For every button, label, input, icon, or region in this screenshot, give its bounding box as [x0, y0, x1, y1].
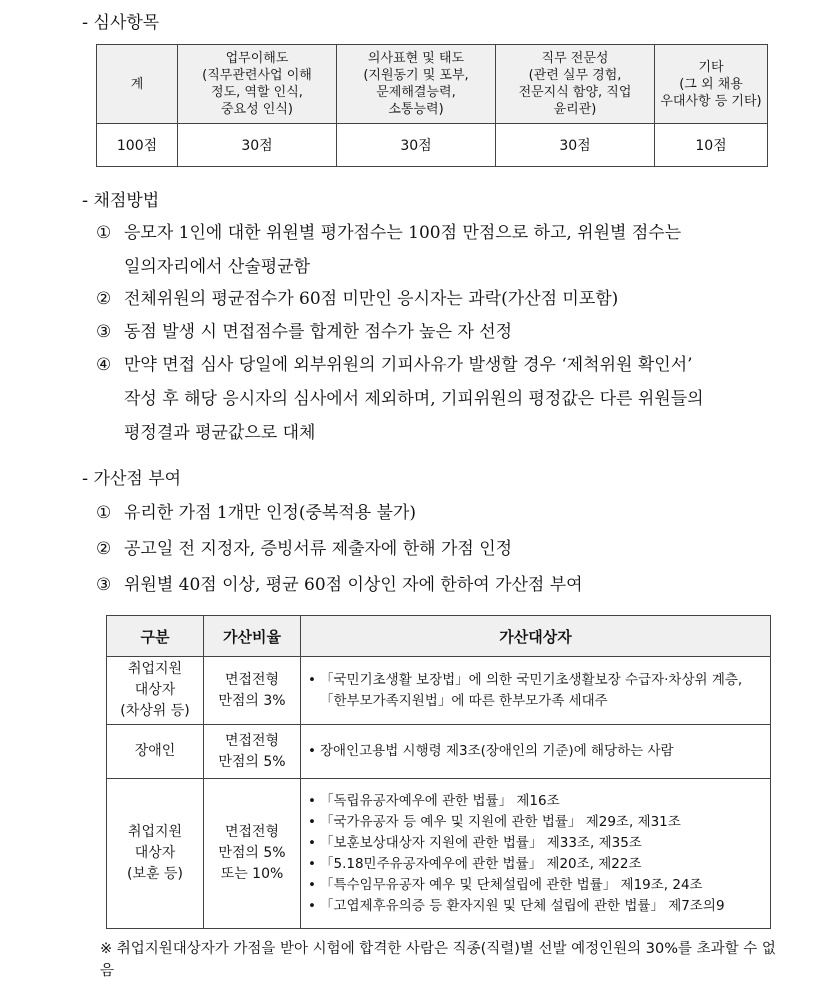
footnote: ※ 취업지원대상자가 가점을 받아 시험에 합격한 사람은 직종(직렬)별 선발 예정인원의 30%를 초과할 수 없음	[100, 941, 776, 979]
bonus-category: 취업지원 대상자 (보훈 등)	[107, 779, 204, 929]
criteria-header-expertise: 직무 전문성 (관련 실무 경험, 전문지식 함양, 직업 윤리관)	[496, 45, 655, 124]
bonus-header-ratio: 가산비율	[204, 616, 301, 657]
bonus-targets	[301, 725, 771, 779]
criteria-header-understanding: 업무이해도 (직무관련사업 이해 정도, 역할 인식, 중요성 인식)	[178, 45, 337, 124]
bonus-category: 장애인	[107, 725, 204, 779]
bonus-ratio: 면접전형 만점의 5%	[204, 725, 301, 779]
criteria-header-etc: 기타 (그 외 채용 우대사항 등 기타)	[655, 45, 768, 124]
criteria-score-total: 100점	[97, 124, 178, 167]
scoring-item-4: ④ 만약 면접 심사 당일에 외부위원의 기피사유가 발생할 경우 ‘제척위원 확인서’ 작성 후 해당 응시자의 심사에서 제외하며, 기피위원의 평정값은 다른 위원들의 평정결과 평균값으로 대체	[96, 355, 704, 443]
bonus-target-item: • 「국가유공자 등 예우 및 지원에 관한 법률」 제29조, 제31조	[307, 812, 764, 833]
bonus-item-2: ② 공고일 전 지정자, 증빙서류 제출자에 한해 가점 인정	[96, 539, 513, 559]
bonus-target-item: • 「5.18민주유공자예우에 관한 법률」 제20조, 제22조	[307, 854, 764, 875]
bonus-header-targets: 가산대상자	[301, 616, 771, 657]
bonus-row-disabled	[107, 725, 771, 779]
bonus-table	[106, 615, 771, 929]
bonus-row-low-income	[107, 657, 771, 725]
bonus-targets	[301, 779, 771, 929]
bonus-target-item: • 「특수임무유공자 예우 및 단체설립에 관한 법률」 제19조, 24조	[307, 875, 764, 896]
criteria-table	[96, 44, 768, 167]
section-heading-bonus: - 가산점 부여	[82, 469, 182, 489]
bonus-header-category: 구분	[107, 616, 204, 657]
criteria-header-attitude: 의사표현 및 태도 (지원동기 및 포부, 문제해결능력, 소통능력)	[337, 45, 496, 124]
criteria-score-etc: 10점	[655, 124, 768, 167]
bonus-item-3: ③ 위원별 40점 이상, 평균 60점 이상인 자에 한하여 가산점 부여	[96, 575, 583, 595]
bonus-ratio: 면접전형 만점의 3%	[204, 657, 301, 725]
section-heading-scoring: - 채점방법	[82, 191, 160, 211]
bonus-target-item: • 「보훈보상대상자 지원에 관한 법률」 제33조, 제35조	[307, 833, 764, 854]
bonus-target-item: • 「국민기초생활 보장법」에 의한 국민기초생활보장 수급자·차상위 계층,「한부모가족지원법」에 따른 한부모가족 세대주	[307, 670, 764, 712]
bonus-ratio: 면접전형 만점의 5% 또는 10%	[204, 779, 301, 929]
scoring-item-3: ③ 동점 발생 시 면접점수를 합계한 점수가 높은 자 선정	[96, 322, 513, 342]
bonus-targets	[301, 657, 771, 725]
bonus-target-item: • 장애인고용법 시행령 제3조(장애인의 기준)에 해당하는 사람	[307, 741, 764, 762]
bonus-category: 취업지원 대상자 (차상위 등)	[107, 657, 204, 725]
bonus-target-item: • 「독립유공자예우에 관한 법률」 제16조	[307, 791, 764, 812]
criteria-header-total: 계	[97, 45, 178, 124]
criteria-score-attitude: 30점	[337, 124, 496, 167]
bonus-item-1: ① 유리한 가점 1개만 인정(중복적용 불가)	[96, 503, 417, 523]
bonus-row-veterans	[107, 779, 771, 929]
criteria-score-understanding: 30점	[178, 124, 337, 167]
bonus-target-item: • 「고엽제후유의증 등 환자지원 및 단체 설립에 관한 법률」 제7조의9	[307, 896, 764, 917]
criteria-score-expertise: 30점	[496, 124, 655, 167]
scoring-item-2: ② 전체위원의 평균점수가 60점 미만인 응시자는 과락(가산점 미포함)	[96, 289, 619, 309]
section-heading-criteria: - 심사항목	[82, 13, 160, 33]
scoring-item-1: ① 응모자 1인에 대한 위원별 평가점수는 100점 만점으로 하고, 위원별 점수는 일의자리에서 산술평균함	[96, 223, 682, 277]
